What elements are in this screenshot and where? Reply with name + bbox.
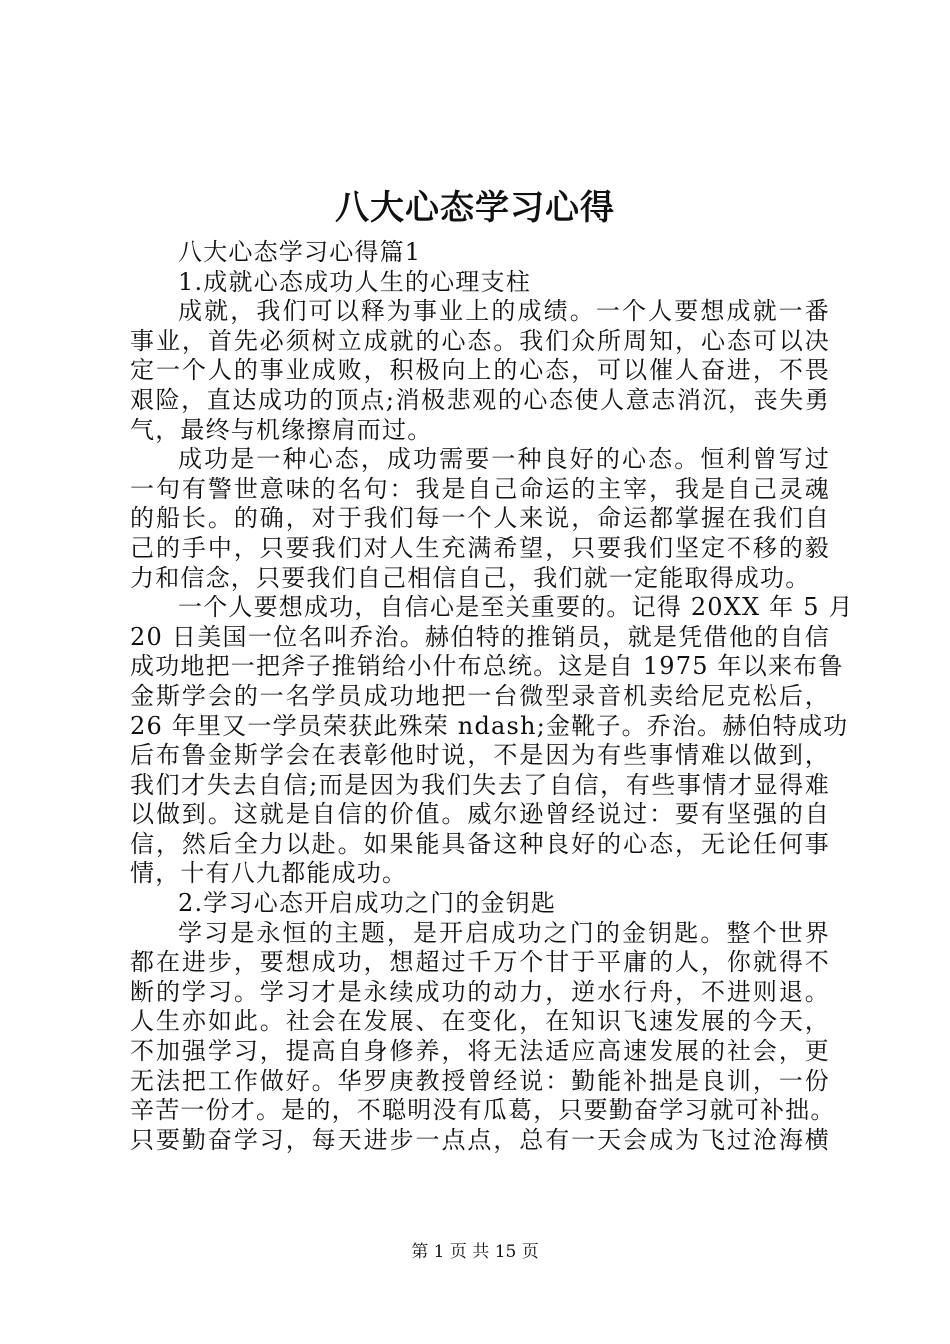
text-line: 信，然后全力以赴。如果能具备这种良好的心态，无论任何事 <box>130 829 830 858</box>
text-line: 力和信念，只要我们自己相信自己，我们就一定能取得成功。 <box>130 563 811 592</box>
text-line: 不加强学习，提高自身修养，将无法适应高速发展的社会，更 <box>130 1037 830 1066</box>
text-line: 一个人要想成功，自信心是至关重要的。记得 20XX 年 5 月 <box>178 593 854 622</box>
text-line: 26 年里又一学员荣获此殊荣 ndash;金靴子。乔治。赫伯特成功 <box>130 711 849 740</box>
text-line: 情，十有八九都能成功。 <box>130 859 408 888</box>
text-line: 己的手中，只要我们对人生充满希望，只要我们坚定不移的毅 <box>130 533 830 562</box>
page-footer: 第 1 页 共 15 页 <box>411 1242 539 1262</box>
text-line: 气，最终与机缘擦肩而过。 <box>130 415 433 444</box>
text-line: 只要勤奋学习，每天进步一点点，总有一天会成为飞过沧海横 <box>130 1125 830 1154</box>
document-title: 八大心态学习心得 <box>335 188 615 228</box>
text-line: 金斯学会的一名学员成功地把一台微型录音机卖给尼克松后， <box>130 681 830 710</box>
text-line: 我们才失去自信;而是因为我们失去了自信，有些事情才显得难 <box>130 770 830 799</box>
text-line: 2.学习心态开启成功之门的金钥匙 <box>178 889 557 918</box>
text-line: 20 日美国一位名叫乔治。赫伯特的推销员，就是凭借他的自信 <box>130 622 830 651</box>
text-line: 以做到。这就是自信的价值。威尔逊曾经说过：要有坚强的自 <box>130 800 830 829</box>
text-line: 艰险，直达成功的顶点;消极悲观的心态使人意志消沉，丧失勇 <box>130 385 830 414</box>
text-line: 八大心态学习心得篇1 <box>178 238 422 266</box>
text-line: 的船长。的确，对于我们每一个人来说，命运都掌握在我们自 <box>130 504 830 533</box>
document-body <box>130 238 854 1155</box>
text-line: 事业，首先必须树立成就的心态。我们众所周知，心态可以决 <box>130 326 830 355</box>
text-line: 成就，我们可以释为事业上的成绩。一个人要想成就一番 <box>178 297 830 326</box>
text-line: 辛苦一份才。是的，不聪明没有瓜葛，只要勤奋学习就可补拙。 <box>130 1096 836 1125</box>
text-line: 断的学习。学习才是永续成功的动力，逆水行舟，不进则退。 <box>130 977 830 1006</box>
text-line: 1.成就心态成功人生的心理支柱 <box>178 267 531 296</box>
text-line: 学习是永恒的主题，是开启成功之门的金钥匙。整个世界 <box>178 918 830 947</box>
text-line: 人生亦如此。社会在发展、在变化，在知识飞速发展的今天， <box>130 1007 830 1036</box>
text-line: 定一个人的事业成败，积极向上的心态，可以催人奋进，不畏 <box>130 356 830 385</box>
text-line: 成功地把一把斧子推销给小什布总统。这是自 1975 年以来布鲁 <box>130 652 844 681</box>
text-line: 成功是一种心态，成功需要一种良好的心态。恒利曾写过 <box>178 445 830 474</box>
text-line: 后布鲁金斯学会在表彰他时说，不是因为有些事情难以做到， <box>130 741 830 770</box>
text-line: 一句有警世意味的名句：我是自己命运的主宰，我是自己灵魂 <box>130 474 830 503</box>
text-line: 都在进步，要想成功，想超过千万个甘于平庸的人，你就得不 <box>130 948 830 977</box>
text-line: 无法把工作做好。华罗庚教授曾经说：勤能补拙是良训，一份 <box>130 1066 830 1095</box>
